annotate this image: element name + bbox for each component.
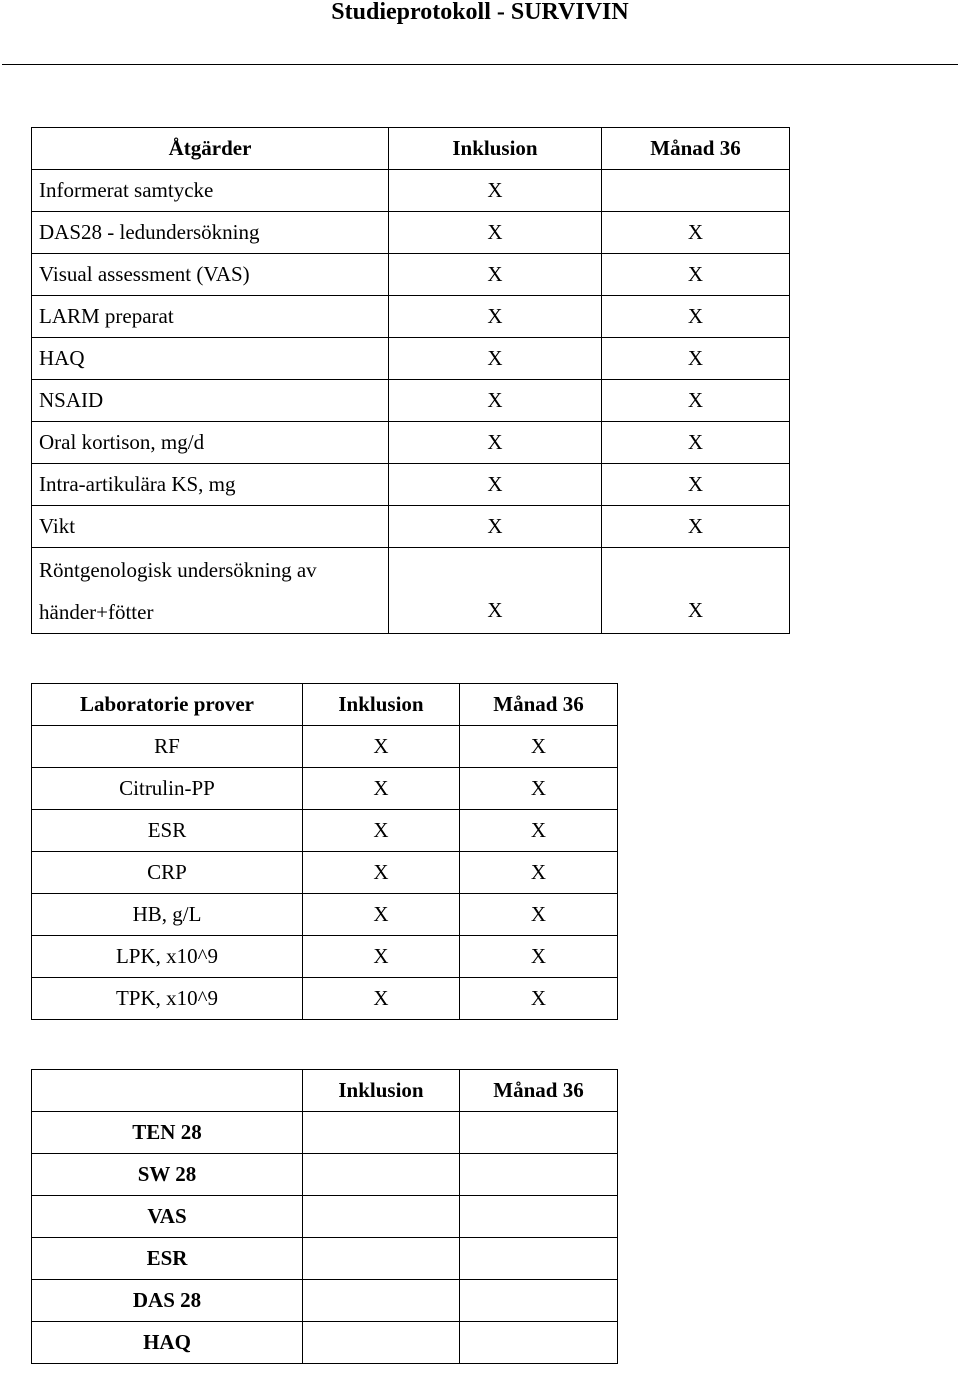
column-header-inklusion: Inklusion xyxy=(303,684,460,726)
inklusion-cell xyxy=(303,1322,460,1364)
table-row xyxy=(32,296,790,338)
manad36-cell: X xyxy=(460,726,618,768)
row-label: ESR xyxy=(32,1238,303,1280)
inklusion-cell: X xyxy=(389,380,602,422)
manad36-cell: X xyxy=(602,380,790,422)
manad36-cell xyxy=(460,1280,618,1322)
row-label-multiline xyxy=(32,548,389,634)
inklusion-cell: X xyxy=(389,254,602,296)
table-row xyxy=(32,548,790,634)
row-label: Citrulin-PP xyxy=(32,768,303,810)
inklusion-cell: X xyxy=(303,810,460,852)
inklusion-cell: X xyxy=(303,936,460,978)
row-label: TPK, x10^9 xyxy=(32,978,303,1020)
inklusion-cell: X xyxy=(389,422,602,464)
inklusion-cell: X xyxy=(389,338,602,380)
scores-table xyxy=(31,1069,618,1364)
inklusion-cell xyxy=(303,1112,460,1154)
table-row xyxy=(32,768,618,810)
table-row xyxy=(32,978,618,1020)
inklusion-cell: X xyxy=(303,852,460,894)
table-row xyxy=(32,1112,618,1154)
inklusion-cell: X xyxy=(389,548,602,634)
row-label: CRP xyxy=(32,852,303,894)
row-label: ESR xyxy=(32,810,303,852)
manad36-cell: X xyxy=(602,464,790,506)
row-label: Intra-artikulära KS, mg xyxy=(32,464,389,506)
row-label: Informerat samtycke xyxy=(32,170,389,212)
inklusion-cell: X xyxy=(303,768,460,810)
table-row xyxy=(32,894,618,936)
manad36-cell: X xyxy=(460,852,618,894)
manad36-cell: X xyxy=(460,768,618,810)
row-label: NSAID xyxy=(32,380,389,422)
table-row xyxy=(32,1322,618,1364)
table-header-row xyxy=(32,684,618,726)
inklusion-cell: X xyxy=(389,212,602,254)
title-rule xyxy=(2,64,958,65)
row-label: DAS28 - ledundersökning xyxy=(32,212,389,254)
manad36-cell xyxy=(602,170,790,212)
table-row xyxy=(32,422,790,464)
lab-table xyxy=(31,683,618,1020)
table-row xyxy=(32,338,790,380)
column-header-manad36: Månad 36 xyxy=(602,128,790,170)
row-label: HAQ xyxy=(32,338,389,380)
manad36-cell xyxy=(460,1196,618,1238)
table-header-row xyxy=(32,1070,618,1112)
table-row xyxy=(32,810,618,852)
row-label: LPK, x10^9 xyxy=(32,936,303,978)
row-label: DAS 28 xyxy=(32,1280,303,1322)
manad36-cell xyxy=(460,1112,618,1154)
row-label: Oral kortison, mg/d xyxy=(32,422,389,464)
manad36-cell xyxy=(460,1238,618,1280)
inklusion-cell: X xyxy=(389,296,602,338)
table-row xyxy=(32,1280,618,1322)
inklusion-cell: X xyxy=(389,170,602,212)
table-row xyxy=(32,852,618,894)
inklusion-cell xyxy=(303,1154,460,1196)
manad36-cell: X xyxy=(602,338,790,380)
inklusion-cell: X xyxy=(389,506,602,548)
inklusion-cell: X xyxy=(303,894,460,936)
manad36-cell: X xyxy=(602,422,790,464)
manad36-cell: X xyxy=(460,936,618,978)
manad36-cell: X xyxy=(602,548,790,634)
column-header-inklusion: Inklusion xyxy=(303,1070,460,1112)
manad36-cell: X xyxy=(602,506,790,548)
column-header-manad36: Månad 36 xyxy=(460,684,618,726)
row-label: SW 28 xyxy=(32,1154,303,1196)
row-label: VAS xyxy=(32,1196,303,1238)
table-row xyxy=(32,464,790,506)
row-label: HAQ xyxy=(32,1322,303,1364)
row-label: RF xyxy=(32,726,303,768)
manad36-cell: X xyxy=(602,212,790,254)
column-header-blank xyxy=(32,1070,303,1112)
manad36-cell: X xyxy=(460,810,618,852)
table-row xyxy=(32,212,790,254)
row-label: Vikt xyxy=(32,506,389,548)
inklusion-cell xyxy=(303,1280,460,1322)
column-header-inklusion: Inklusion xyxy=(389,128,602,170)
column-header-lab: Laboratorie prover xyxy=(32,684,303,726)
inklusion-cell: X xyxy=(303,978,460,1020)
table-row xyxy=(32,254,790,296)
table-row xyxy=(32,380,790,422)
manad36-cell: X xyxy=(460,978,618,1020)
actions-table xyxy=(31,127,790,634)
table-row xyxy=(32,1196,618,1238)
table-row xyxy=(32,1238,618,1280)
table-row xyxy=(32,170,790,212)
inklusion-cell: X xyxy=(389,464,602,506)
inklusion-cell xyxy=(303,1238,460,1280)
manad36-cell: X xyxy=(602,296,790,338)
manad36-cell: X xyxy=(602,254,790,296)
row-label-line-1: Röntgenologisk undersökning av xyxy=(39,557,317,582)
manad36-cell xyxy=(460,1154,618,1196)
manad36-cell xyxy=(460,1322,618,1364)
column-header-actions: Åtgärder xyxy=(32,128,389,170)
row-label: HB, g/L xyxy=(32,894,303,936)
table-row xyxy=(32,936,618,978)
table-row xyxy=(32,1154,618,1196)
row-label: LARM preparat xyxy=(32,296,389,338)
row-label-line-2: händer+fötter xyxy=(39,599,154,624)
table-header-row xyxy=(32,128,790,170)
column-header-manad36: Månad 36 xyxy=(460,1070,618,1112)
inklusion-cell: X xyxy=(303,726,460,768)
manad36-cell: X xyxy=(460,894,618,936)
table-row xyxy=(32,726,618,768)
inklusion-cell xyxy=(303,1196,460,1238)
document-title: Studieprotokoll - SURVIVIN xyxy=(331,0,629,25)
row-label: TEN 28 xyxy=(32,1112,303,1154)
row-label: Visual assessment (VAS) xyxy=(32,254,389,296)
table-row xyxy=(32,506,790,548)
